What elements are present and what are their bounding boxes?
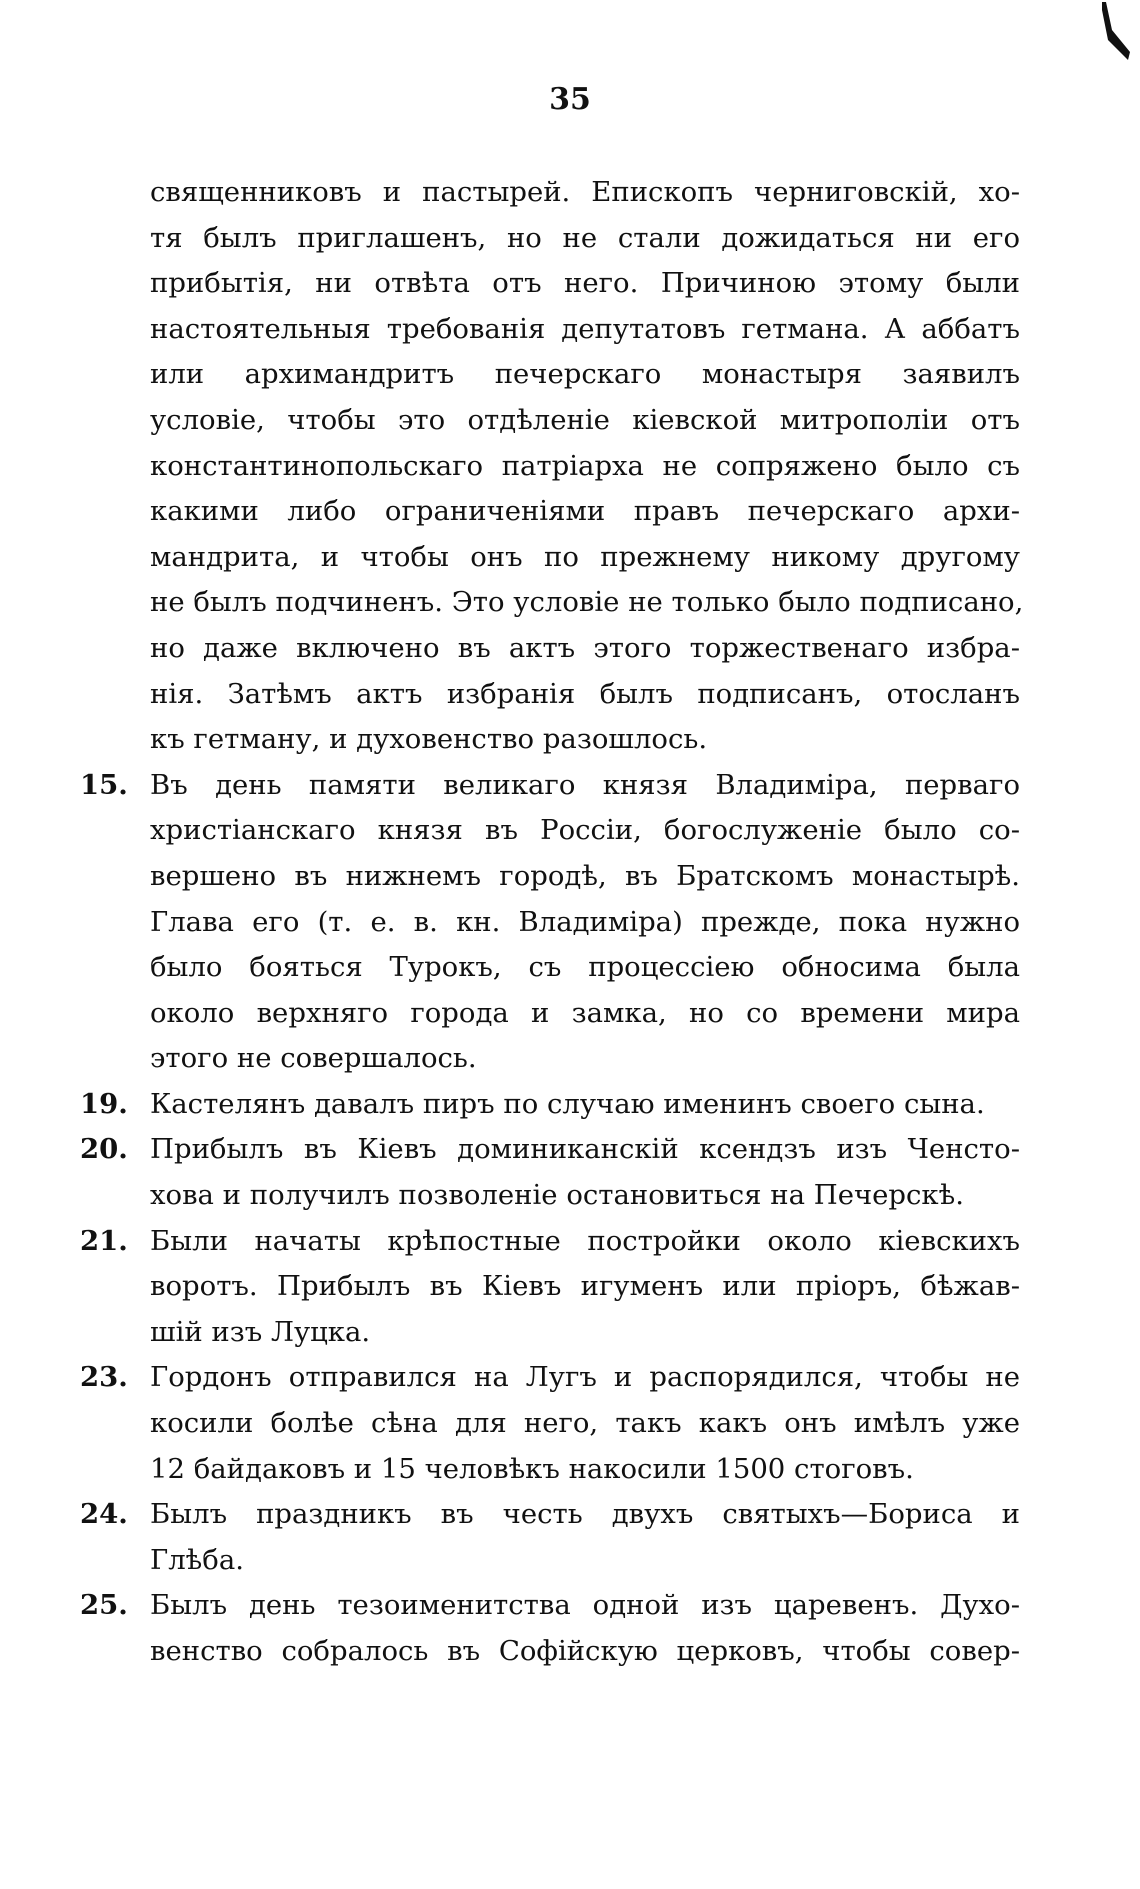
diary-entry-24 xyxy=(80,1492,1020,1583)
text-line: къ гетману, и духовенство разошлось. xyxy=(150,723,708,756)
text-line: косили болѣе сѣна для него, такъ какъ онъ имѣлъ уже xyxy=(150,1407,1020,1440)
opening-paragraph xyxy=(80,170,1024,763)
text-line: около верхняго города и замка, но со времени мира xyxy=(150,996,1020,1029)
text-line: шій изъ Луцка. xyxy=(150,1315,371,1348)
diary-entry-15 xyxy=(80,763,1020,1082)
text-line: Кастелянъ давалъ пиръ по случаю именинъ своего сына. xyxy=(150,1087,985,1120)
text-line: венство собралось въ Софійскую церковъ, чтобы совер- xyxy=(150,1635,1020,1667)
text-line: тя былъ приглашенъ, но не стали дожидаться ни его xyxy=(150,221,1020,254)
diary-entry-25 xyxy=(80,1583,1020,1674)
text-block xyxy=(80,170,1024,1675)
text-line: условіе, чтобы это отдѣленіе кіевской митрополіи отъ xyxy=(150,403,1020,436)
text-line: Глѣба. xyxy=(150,1543,244,1576)
text-line: Гордонъ отправился на Лугъ и распорядился, чтобы не xyxy=(150,1361,1020,1394)
entry-day-number: 21. xyxy=(80,1224,128,1257)
text-line: константинопольскаго патріарха не сопряжено было съ xyxy=(150,449,1020,482)
text-line: Были начаты крѣпостные постройки около кіевскихъ xyxy=(150,1224,1020,1257)
text-line: Былъ праздникъ въ честь двухъ святыхъ—Бориса и xyxy=(150,1498,1020,1531)
diary-entry-19 xyxy=(80,1082,1020,1128)
entry-day-number: 25. xyxy=(80,1589,128,1622)
diary-entry-23 xyxy=(80,1355,1020,1492)
text-line: этого не совершалось. xyxy=(150,1042,477,1075)
corner-ink-mark xyxy=(1072,0,1132,70)
text-line: 12 байдаковъ и 15 человѣкъ накосили 1500 стоговъ. xyxy=(150,1452,914,1485)
text-line: но даже включено въ актъ этого торжественаго избра- xyxy=(150,631,1020,664)
text-line: воротъ. Прибылъ въ Кіевъ игуменъ или пріоръ, бѣжав- xyxy=(150,1270,1020,1303)
text-line: нія. Затѣмъ актъ избранія былъ подписанъ, отосланъ xyxy=(150,677,1020,710)
text-line: Прибылъ въ Кіевъ доминиканскій ксендзъ изъ Ченсто- xyxy=(150,1133,1020,1166)
text-line: или архимандритъ печерскаго монастыря заявилъ xyxy=(150,358,1020,391)
entry-day-number: 24. xyxy=(80,1498,128,1531)
text-line: не былъ подчиненъ. Это условіе не только было подписано, xyxy=(150,586,1024,619)
entry-day-number: 23. xyxy=(80,1361,128,1394)
page-number: 35 xyxy=(549,82,591,117)
text-line: было бояться Турокъ, съ процессіею обносима была xyxy=(150,951,1020,984)
text-line: Въ день памяти великаго князя Владиміра, перваго xyxy=(150,768,1020,801)
text-line: мандрита, и чтобы онъ по прежнему никому другому xyxy=(150,540,1020,573)
text-line: христіанскаго князя въ Россіи, богослуженіе было со- xyxy=(150,814,1020,847)
diary-entry-20 xyxy=(80,1127,1020,1218)
text-line: священниковъ и пастырей. Епископъ черниговскій, хо- xyxy=(150,176,1020,208)
entry-day-number: 20. xyxy=(80,1133,128,1166)
text-line: Глава его (т. е. в. кн. Владиміра) прежде, пока нужно xyxy=(150,905,1020,938)
entry-day-number: 15. xyxy=(80,768,128,801)
text-line: вершено въ нижнемъ городѣ, въ Братскомъ монастырѣ. xyxy=(150,859,1020,892)
text-line: хова и получилъ позволеніе остановиться на Печерскѣ. xyxy=(150,1179,964,1212)
entry-day-number: 19. xyxy=(80,1087,128,1120)
text-line: Былъ день тезоименитства одной изъ царевенъ. Духо- xyxy=(150,1589,1020,1622)
text-line: прибытія, ни отвѣта отъ него. Причиною этому были xyxy=(150,267,1020,300)
text-line: настоятельныя требованія депутатовъ гетмана. А аббатъ xyxy=(150,312,1020,345)
diary-entry-21 xyxy=(80,1219,1020,1356)
text-line: какими либо ограниченіями правъ печерскаго архи- xyxy=(150,495,1020,528)
